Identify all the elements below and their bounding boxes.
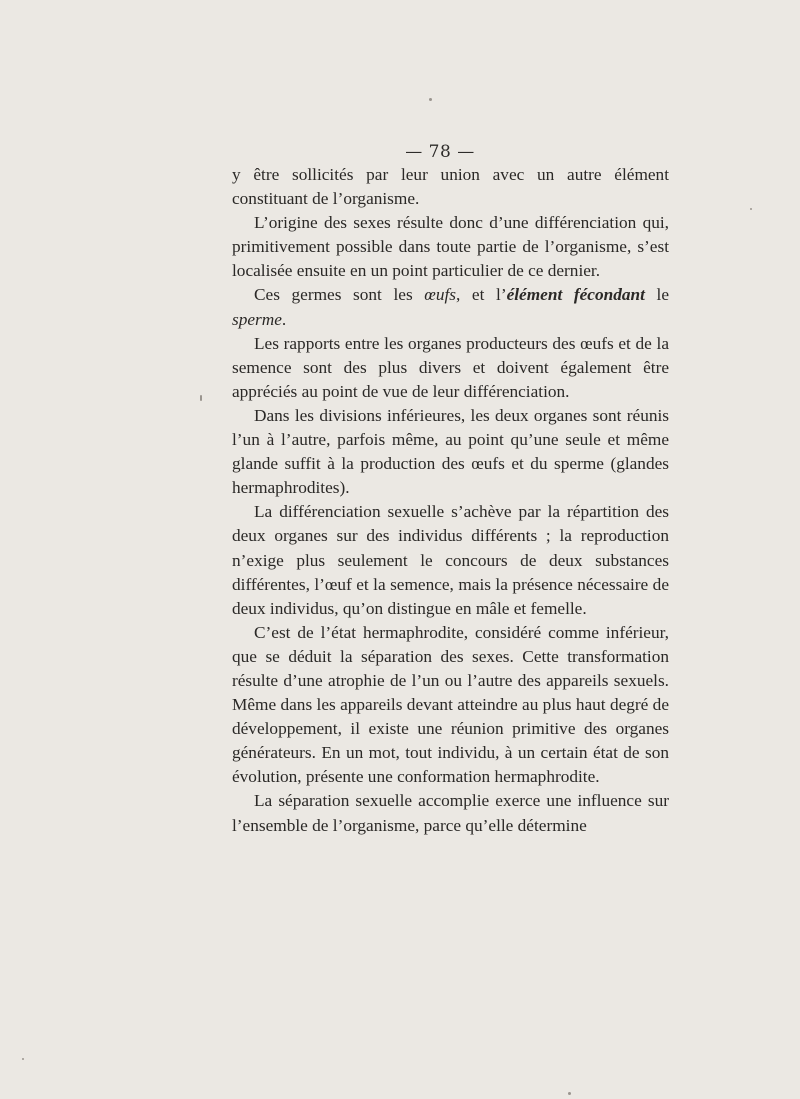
paragraph-3 [232, 283, 669, 331]
paragraph-7: C’est de l’état hermaphrodite, considéré comme inférieur, que se déduit la séparation des sexes. Cette transformation résulte d’une atrophie de l’un ou l’autre des appareils sexuels. Même dans les appareils devant atteindre au plus haut degré de développement, il existe une réunion primitive des organes générateurs. En un mot, tout individu, à un certain état de son évolution, présente une conformation hermaphrodite. [232, 622, 669, 787]
paragraph-6: La différenciation sexuelle s’achève par la répartition des deux organes sur des individus différents ; la reproduction n’exige plus seulement le concours de deux substances différentes, l’œuf et la semence, mais la présence nécessaire de deux individus, qu’on distingue en mâle et femelle. [232, 502, 669, 618]
paragraph-3-text-b: , et l’ [456, 285, 507, 305]
paragraph-3-text-c: le [644, 285, 669, 305]
paper-speck [750, 208, 752, 210]
body-text [232, 163, 669, 838]
paragraph-4: Les rapports entre les organes producteurs des œufs et de la semence sont des plus divers et doivent également être appréciés au point de vue de leur différenciation. [232, 333, 669, 401]
term-oeufs: œufs [424, 285, 456, 305]
paper-speck [568, 1092, 571, 1095]
paragraph-8: La séparation sexuelle accomplie exerce une influence sur l’ensemble de l’organisme, parce qu’elle détermine [232, 791, 669, 835]
term-sperme: sperme [232, 309, 282, 329]
paper-speck [429, 98, 432, 101]
paragraph-3-text-d: . [281, 309, 287, 329]
page-number: — 78 — [405, 142, 475, 162]
paper-speck [22, 1058, 24, 1060]
term-element-fecondant: élément fécondant [506, 285, 645, 305]
paragraph-3-text-a: Ces germes sont les [254, 285, 425, 305]
paragraph-2: L’origine des sexes résulte donc d’une différenciation qui, primitivement possible dans toute partie de l’organisme, s’est localisée ensuite en un point particulier de ce dernier. [232, 213, 669, 281]
paragraph-5: Dans les divisions inférieures, les deux organes sont réunis l’un à l’autre, parfois même, au point qu’une seule et même glande suffit à la production des œufs et du sperme (glandes hermaphrodites). [232, 405, 669, 498]
paper-speck [200, 395, 202, 401]
paragraph-1: y être sollicités par leur union avec un autre élément constituant de l’organisme. [232, 165, 669, 209]
